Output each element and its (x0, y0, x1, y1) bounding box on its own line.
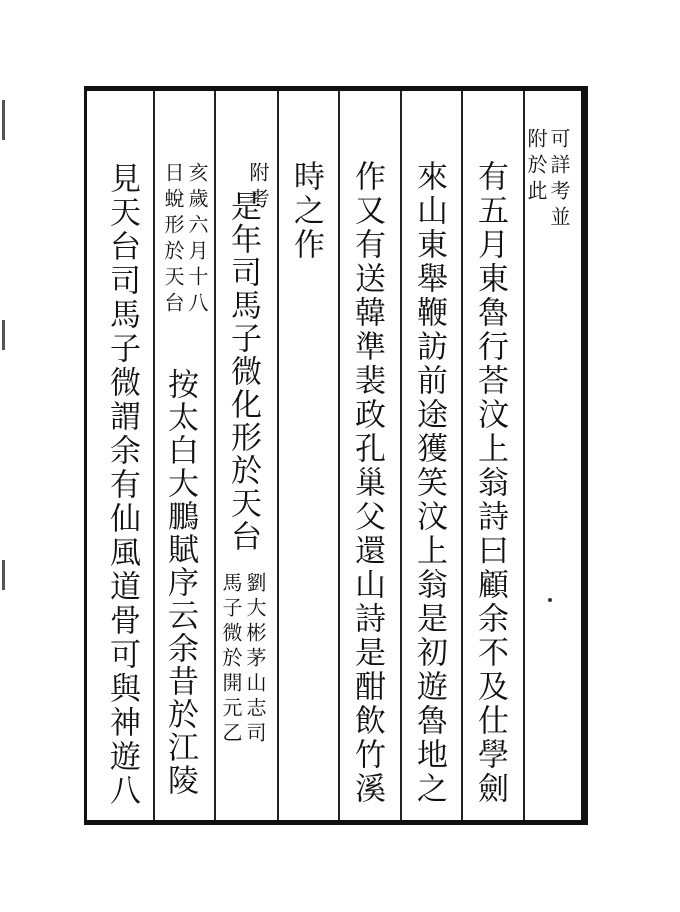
frame-right-border (581, 86, 588, 825)
text-column-5: 是年司馬子微化形於天台 (225, 190, 261, 553)
appendix-heading: 附考 (246, 162, 270, 214)
column-rule (277, 91, 279, 820)
annotation-column: 亥歲六月十八 (185, 162, 209, 318)
annotation-column: 馬子微於開元乙 (219, 572, 243, 747)
page-edge-mark (2, 320, 5, 350)
ink-dot (548, 598, 552, 602)
frame-left-border (84, 86, 87, 825)
annotation-column: 日蛻形於天台 (161, 162, 185, 318)
column-rule (214, 91, 216, 820)
frame-top-border (84, 86, 584, 91)
frame-bottom-border (84, 820, 584, 825)
page-edge-mark (2, 100, 5, 140)
text-column-7: 見天台司馬子微謂余有仙風道骨可與神遊八 (104, 162, 140, 808)
column-rule (338, 91, 340, 820)
annotation-column: 可詳考並 (547, 128, 571, 232)
annotation-column: 劉大彬茅山志司 (243, 572, 267, 747)
text-column-6: 按太白大鵬賦序云余昔於江陵 (162, 368, 198, 797)
text-column-2: 來山東舉鞭訪前途獲笑汶上翁是初遊魯地之 (411, 160, 447, 806)
column-rule (153, 91, 155, 820)
column-rule (400, 91, 402, 820)
text-column-3: 作又有送韓準裴政孔巢父還山詩是酣飲竹溪 (349, 160, 385, 806)
column-rule (461, 91, 463, 820)
page-edge-mark (2, 560, 5, 590)
text-column-1: 有五月東魯行荅汶上翁詩曰顧余不及仕學劍 (472, 160, 508, 806)
text-column-4: 時之作 (288, 160, 324, 262)
annotation-column: 附於此 (524, 128, 548, 206)
